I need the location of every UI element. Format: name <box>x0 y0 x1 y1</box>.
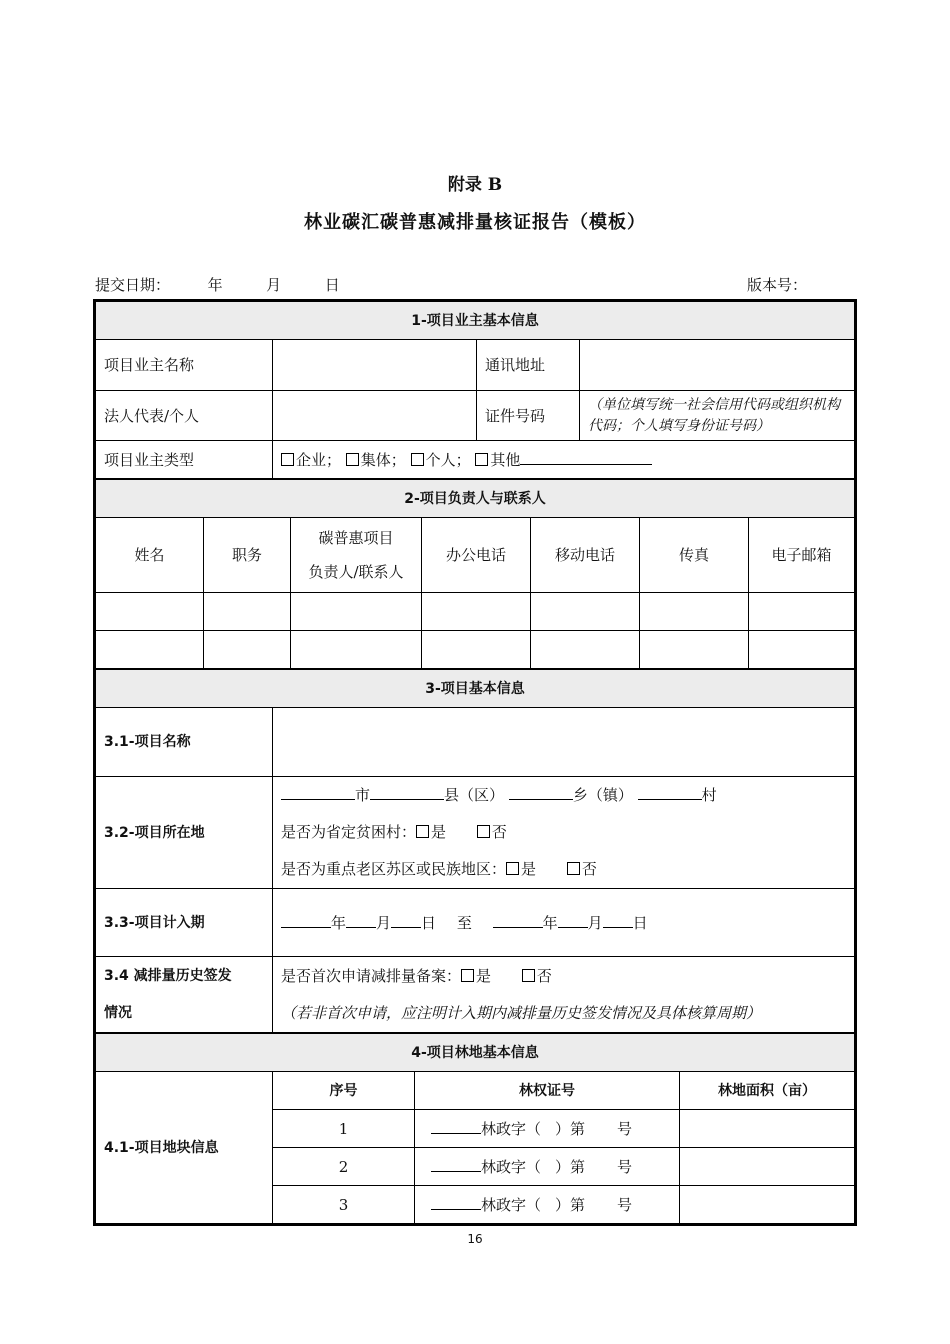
document-title: 林业碳汇碳普惠减排量核证报告（模板） <box>304 212 646 233</box>
header-name: 姓名 <box>96 518 204 593</box>
first-yes-checkbox[interactable] <box>461 969 474 982</box>
header-office-phone: 办公电话 <box>422 518 531 593</box>
owner-name-field[interactable] <box>273 340 477 391</box>
checkbox-collective[interactable] <box>346 453 359 466</box>
contact-cell[interactable] <box>204 631 291 669</box>
cert-end: 号 <box>617 1157 633 1176</box>
plot-cert <box>415 1186 680 1224</box>
cert-prefix-blank[interactable] <box>431 1118 481 1134</box>
address-label: 通讯地址 <box>477 340 580 391</box>
poverty-village-line <box>281 814 846 851</box>
old-area-yes-label: 是 <box>521 860 537 878</box>
project-name-field[interactable] <box>273 708 855 777</box>
first-application-question: 是否首次申请减排量备案： <box>281 966 462 985</box>
legal-rep-label: 法人代表/个人 <box>96 391 273 441</box>
cert-mid: 林政字（ <box>481 1119 542 1138</box>
contact-cell[interactable] <box>291 631 422 669</box>
county-blank[interactable] <box>370 784 444 800</box>
location-label: 3.2-项目所在地 <box>96 777 273 889</box>
town-blank[interactable] <box>509 784 573 800</box>
cert-end: 号 <box>617 1195 633 1214</box>
address-field[interactable] <box>580 340 855 391</box>
id-hint[interactable]: （单位填写统一社会信用代码或组织机构代码；个人填写身份证号码） <box>580 391 855 441</box>
contact-cell[interactable] <box>96 631 204 669</box>
history-field <box>273 957 855 1033</box>
poverty-question: 是否为省定贫困村： <box>281 823 417 841</box>
old-area-no-label: 否 <box>581 860 597 878</box>
owner-name-label: 项目业主名称 <box>96 340 273 391</box>
header-forest-cert: 林权证号 <box>415 1072 680 1110</box>
old-area-yes-checkbox[interactable] <box>506 862 519 875</box>
start-month-blank[interactable] <box>346 912 376 928</box>
plot-serial: 1 <box>273 1110 415 1148</box>
header-email: 电子邮箱 <box>749 518 855 593</box>
contact-cell[interactable] <box>422 593 531 631</box>
report-form <box>93 299 857 1226</box>
poverty-yes-checkbox[interactable] <box>416 825 429 838</box>
plot-area-field[interactable] <box>680 1110 855 1148</box>
history-label-line1: 3.4 减排量历史签发 <box>104 967 232 984</box>
poverty-yes-label: 是 <box>431 823 447 841</box>
version-label: 版本号： <box>746 276 807 294</box>
poverty-no-checkbox[interactable] <box>477 825 490 838</box>
checkbox-other[interactable] <box>475 453 488 466</box>
old-area-no-checkbox[interactable] <box>567 862 580 875</box>
crediting-period-field <box>273 889 855 957</box>
crediting-period-label: 3.3-项目计入期 <box>96 889 273 957</box>
end-day-blank[interactable] <box>603 912 633 928</box>
section-3-table <box>95 669 855 1033</box>
checkbox-enterprise[interactable] <box>281 453 294 466</box>
start-year-blank[interactable] <box>281 912 331 928</box>
city-label: 市 <box>355 786 371 804</box>
first-yes-label: 是 <box>476 966 492 985</box>
plot-serial: 2 <box>273 1148 415 1186</box>
first-no-checkbox[interactable] <box>522 969 535 982</box>
contact-cell[interactable] <box>96 593 204 631</box>
county-label: 县（区） <box>444 786 505 804</box>
contact-row <box>96 593 855 631</box>
cert-prefix-blank[interactable] <box>431 1194 481 1210</box>
contact-cell[interactable] <box>640 631 749 669</box>
cert-mid: 林政字（ <box>481 1157 542 1176</box>
end-year-label: 年 <box>542 913 558 932</box>
contact-cell[interactable] <box>749 631 855 669</box>
start-day-blank[interactable] <box>391 912 421 928</box>
contact-cell[interactable] <box>204 593 291 631</box>
history-label-line2: 情况 <box>104 1004 132 1021</box>
header-mobile-phone: 移动电话 <box>531 518 640 593</box>
appendix-label: 附录 B <box>447 175 503 195</box>
cert-paren: ）第 <box>555 1157 586 1176</box>
contact-cell[interactable] <box>291 593 422 631</box>
contact-cell[interactable] <box>749 593 855 631</box>
cert-prefix-blank[interactable] <box>431 1156 481 1172</box>
old-area-question: 是否为重点老区苏区或民族地区： <box>281 860 507 878</box>
other-type-blank[interactable] <box>520 449 652 465</box>
first-application-line <box>281 958 846 995</box>
checkbox-individual[interactable] <box>411 453 424 466</box>
plot-cert <box>415 1110 680 1148</box>
submit-date <box>95 274 340 295</box>
section-4-title: 4-项目林地基本信息 <box>96 1034 855 1072</box>
type-individual-label: 个人； <box>425 450 471 469</box>
contact-cell[interactable] <box>531 593 640 631</box>
history-hint: （若非首次申请，应注明计入期内减排量历史签发情况及具体核算周期） <box>281 1003 762 1022</box>
date-day: 日 <box>324 276 340 294</box>
cert-paren: ）第 <box>555 1119 586 1138</box>
owner-type-label: 项目业主类型 <box>96 441 273 479</box>
header-fax: 传真 <box>640 518 749 593</box>
town-label: 乡（镇） <box>572 786 633 804</box>
header-role-line2: 负责人/联系人 <box>308 563 404 581</box>
end-day-label: 日 <box>632 913 648 932</box>
end-year-blank[interactable] <box>493 912 543 928</box>
legal-rep-field[interactable] <box>273 391 477 441</box>
plot-cert <box>415 1148 680 1186</box>
end-month-blank[interactable] <box>558 912 588 928</box>
plot-area-field[interactable] <box>680 1186 855 1224</box>
date-year: 年 <box>207 276 223 294</box>
page-number: 16 <box>467 1232 483 1246</box>
type-enterprise-label: 企业； <box>296 450 342 469</box>
history-label <box>96 957 273 1033</box>
start-day-label: 日 <box>421 913 437 932</box>
submit-date-label: 提交日期： <box>95 276 171 294</box>
submission-meta <box>95 274 857 296</box>
cert-paren: ）第 <box>555 1195 586 1214</box>
section-2-table <box>95 479 855 669</box>
contact-row <box>96 631 855 669</box>
header-position: 职务 <box>204 518 291 593</box>
contact-cell[interactable] <box>531 631 640 669</box>
contact-cell[interactable] <box>640 593 749 631</box>
plot-serial: 3 <box>273 1186 415 1224</box>
cert-end: 号 <box>617 1119 633 1138</box>
old-area-line <box>281 851 846 888</box>
poverty-no-label: 否 <box>491 823 507 841</box>
plot-info-label: 4.1-项目地块信息 <box>96 1072 273 1224</box>
id-label: 证件号码 <box>477 391 580 441</box>
project-name-label: 3.1-项目名称 <box>96 708 273 777</box>
to-label: 至 <box>456 913 472 932</box>
header-forest-area: 林地面积（亩） <box>680 1072 855 1110</box>
type-other-label: 其他 <box>490 450 521 469</box>
section-3-title: 3-项目基本信息 <box>96 670 855 708</box>
date-month: 月 <box>266 276 282 294</box>
address-line <box>281 777 846 814</box>
end-month-label: 月 <box>587 913 603 932</box>
start-month-label: 月 <box>376 913 392 932</box>
section-4-table <box>95 1033 855 1224</box>
owner-type-options <box>273 441 855 479</box>
header-project-contact <box>291 518 422 593</box>
section-1-title: 1-项目业主基本信息 <box>96 302 855 340</box>
location-field <box>273 777 855 889</box>
section-1-table <box>95 301 855 479</box>
start-year-label: 年 <box>331 913 347 932</box>
header-serial-no: 序号 <box>273 1072 415 1110</box>
header-role-line1: 碳普惠项目 <box>318 529 394 547</box>
first-no-label: 否 <box>536 966 552 985</box>
cert-mid: 林政字（ <box>481 1195 542 1214</box>
village-label: 村 <box>701 786 717 804</box>
city-blank[interactable] <box>281 784 355 800</box>
plot-area-field[interactable] <box>680 1148 855 1186</box>
contact-cell[interactable] <box>422 631 531 669</box>
type-collective-label: 集体； <box>360 450 406 469</box>
section-2-title: 2-项目负责人与联系人 <box>96 480 855 518</box>
village-blank[interactable] <box>638 784 702 800</box>
